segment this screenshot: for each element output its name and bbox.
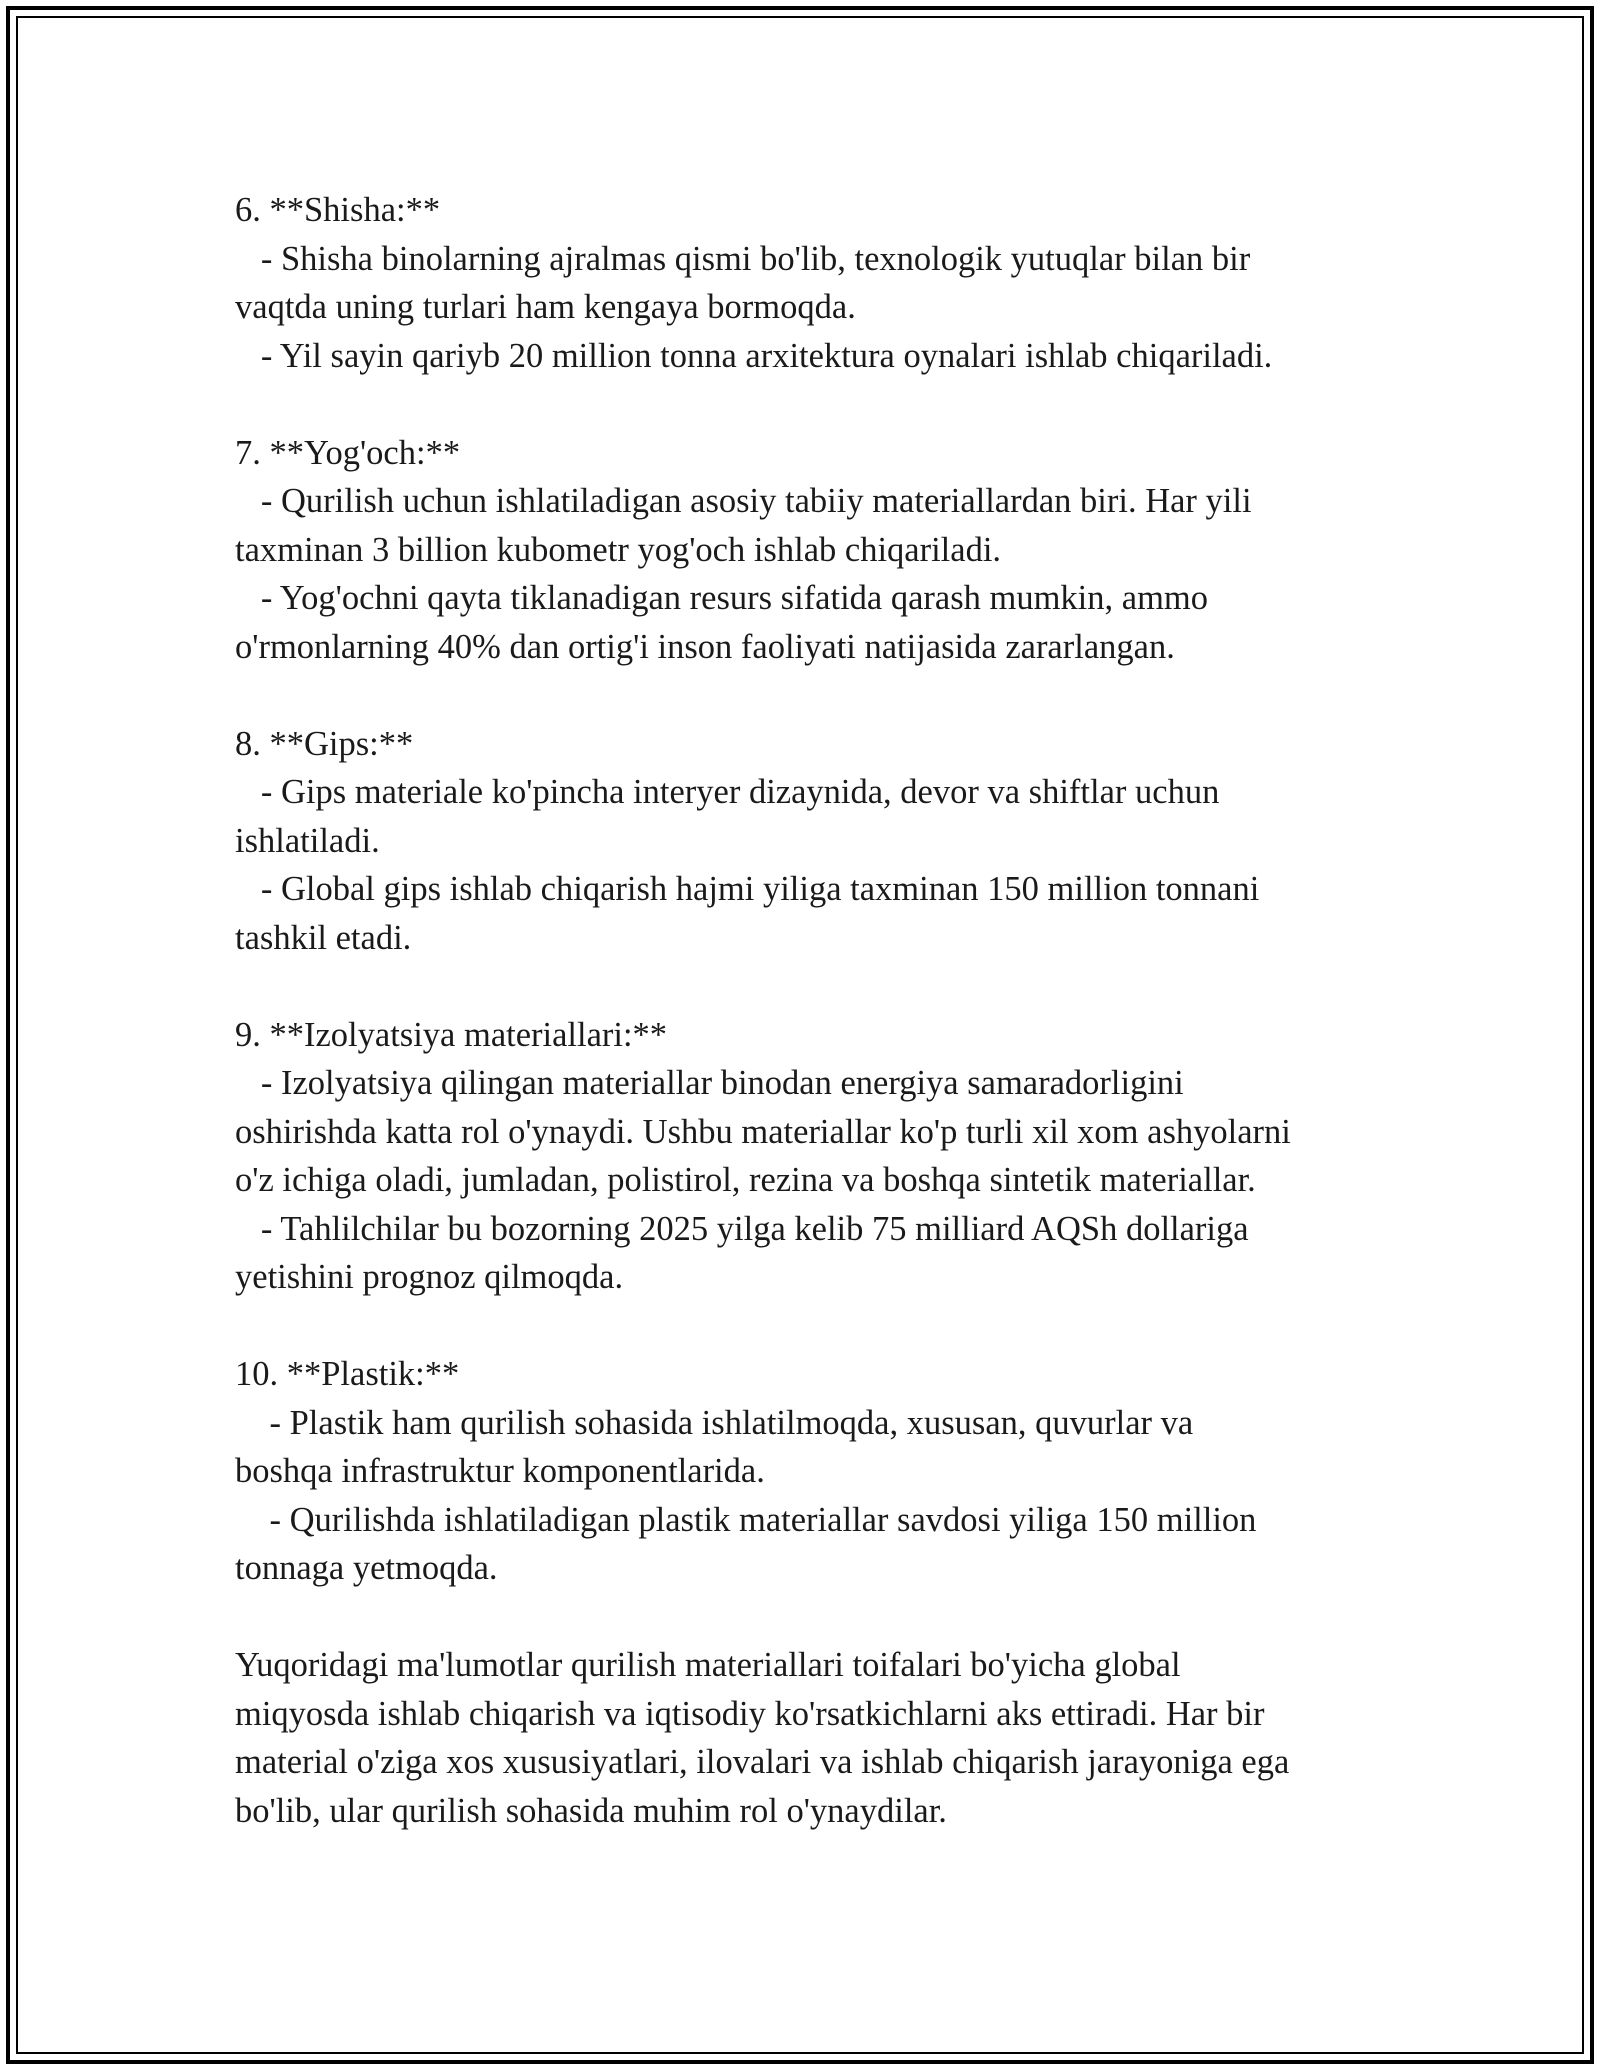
conclusion-line: bo'lib, ular qurilish sohasida muhim rol o'ynaydilar.: [235, 1791, 947, 1830]
text-line: o'rmonlarning 40% dan ortig'i inson faoliyati natijasida zararlangan.: [235, 627, 1175, 666]
text-line: tashkil etadi.: [235, 918, 412, 957]
text-line: taxminan 3 billion kubometr yog'och ishlab chiqariladi.: [235, 530, 1002, 569]
section-6-heading: 6. **Shisha:**: [235, 191, 441, 229]
blank-line: [235, 1593, 1365, 1642]
text-line: vaqtda uning turlari ham kengaya bormoqda.: [235, 288, 856, 326]
text-line: ishlatiladi.: [235, 821, 380, 860]
text-line: - Tahlilchilar bu bozorning 2025 yilga kelib 75 milliard AQSh dollariga: [235, 1209, 1249, 1248]
blank-line: [235, 671, 1365, 720]
text-line: - Qurilish uchun ishlatiladigan asosiy tabiiy materiallardan biri. Har yili: [235, 482, 1252, 520]
text-line: tonnaga yetmoqda.: [235, 1549, 498, 1587]
document-body: [235, 186, 1365, 1835]
section-8-heading: 8. **Gips:**: [235, 724, 414, 763]
text-line: - Yil sayin qariyb 20 million tonna arxitektura oynalari ishlab chiqariladi.: [235, 336, 1273, 375]
conclusion-line: miqyosda ishlab chiqarish va iqtisodiy ko'rsatkichlarni aks ettiradi. Har bir: [235, 1694, 1265, 1733]
blank-line: [235, 962, 1365, 1011]
text-line: - Shisha binolarning ajralmas qismi bo'lib, texnologik yutuqlar bilan bir: [235, 239, 1251, 278]
section-10-heading: 10. **Plastik:**: [235, 1355, 460, 1393]
text-line: - Yog'ochni qayta tiklanadigan resurs sifatida qarash mumkin, ammo: [235, 579, 1208, 617]
section-9-heading: 9. **Izolyatsiya materiallari:**: [235, 1015, 668, 1054]
text-line: oshirishda katta rol o'ynaydi. Ushbu materiallar ko'p turli xil xom ashyolarni: [235, 1112, 1291, 1151]
conclusion-line: material o'ziga xos xususiyatlari, ilovalari va ishlab chiqarish jarayoniga ega: [235, 1743, 1290, 1781]
blank-line: [235, 1302, 1365, 1351]
conclusion-line: Yuqoridagi ma'lumotlar qurilish materiallari toifalari bo'yicha global: [235, 1646, 1181, 1684]
section-7-heading: 7. **Yog'och:**: [235, 433, 461, 472]
text-line: - Global gips ishlab chiqarish hajmi yiliga taxminan 150 million tonnani: [235, 870, 1260, 908]
text-line: yetishini prognoz qilmoqda.: [235, 1258, 624, 1296]
text-line: - Qurilishda ishlatiladigan plastik materiallar savdosi yiliga 150 million: [235, 1500, 1257, 1539]
text-line: - Izolyatsiya qilingan materiallar binodan energiya samaradorligini: [235, 1064, 1184, 1102]
blank-line: [235, 380, 1365, 429]
text-line: boshqa infrastruktur komponentlarida.: [235, 1452, 765, 1490]
text-line: - Gips materiale ko'pincha interyer dizaynida, devor va shiftlar uchun: [235, 773, 1220, 811]
text-line: o'z ichiga oladi, jumladan, polistirol, rezina va boshqa sintetik materiallar.: [235, 1161, 1256, 1199]
text-line: - Plastik ham qurilish sohasida ishlatilmoqda, xususan, quvurlar va: [235, 1403, 1194, 1442]
